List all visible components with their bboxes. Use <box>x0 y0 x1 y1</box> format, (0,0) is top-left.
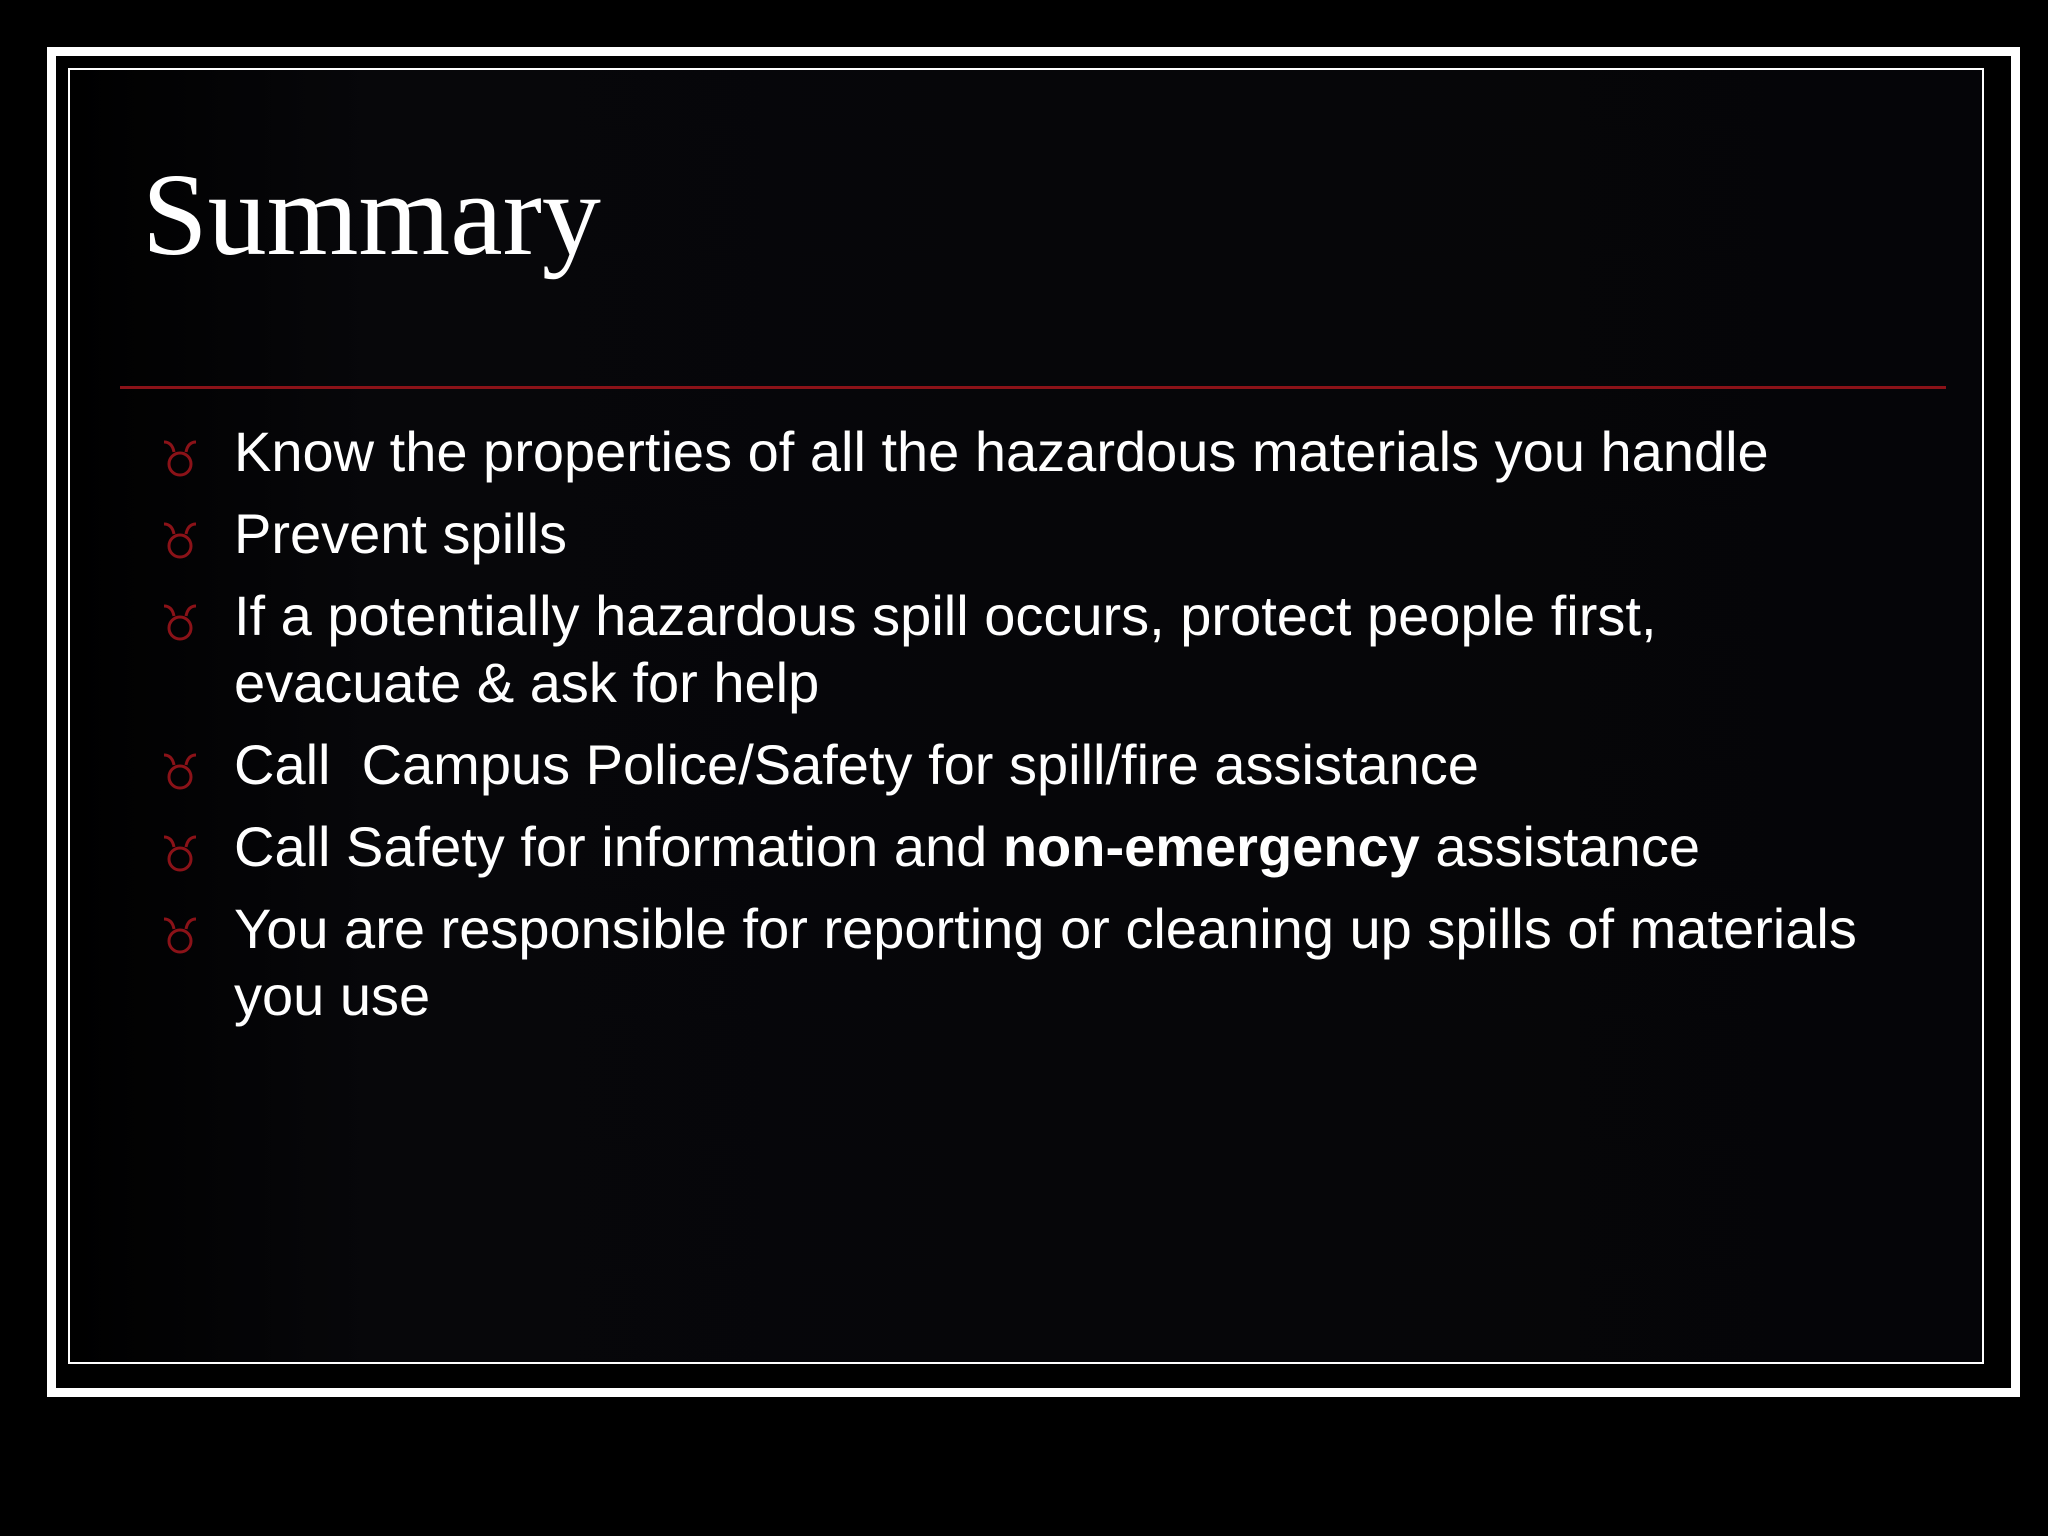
taurus-symbol-icon <box>160 831 200 875</box>
taurus-symbol-icon <box>160 913 200 957</box>
taurus-symbol-icon <box>160 600 200 644</box>
bullet-text: Know the properties of all the hazardous materials you handle <box>234 420 1769 483</box>
bullet-list <box>160 418 1880 1044</box>
bullet-text <box>234 815 1700 878</box>
list-item <box>160 418 1880 485</box>
list-item <box>160 813 1880 880</box>
taurus-symbol-icon <box>160 749 200 793</box>
title-divider <box>120 386 1946 389</box>
list-item <box>160 895 1880 1029</box>
bullet-text: You are responsible for reporting or cleaning up spills of materials you use <box>234 897 1873 1027</box>
taurus-symbol-icon <box>160 436 200 480</box>
slide-title: Summary <box>142 149 601 280</box>
bullet-text-part: assistance <box>1419 815 1700 878</box>
bullet-text-emphasis: non-emergency <box>1002 815 1420 878</box>
list-item <box>160 582 1880 716</box>
bullet-text: Prevent spills <box>234 502 568 565</box>
bullet-text-part: Call Safety for information and <box>234 815 1003 878</box>
bullet-text: Call Campus Police/Safety for spill/fire assistance <box>234 733 1479 796</box>
list-item <box>160 731 1880 798</box>
taurus-symbol-icon <box>160 518 200 562</box>
list-item <box>160 500 1880 567</box>
bullet-text: If a potentially hazardous spill occurs, protect people first, evacuate & ask for help <box>234 584 1673 714</box>
